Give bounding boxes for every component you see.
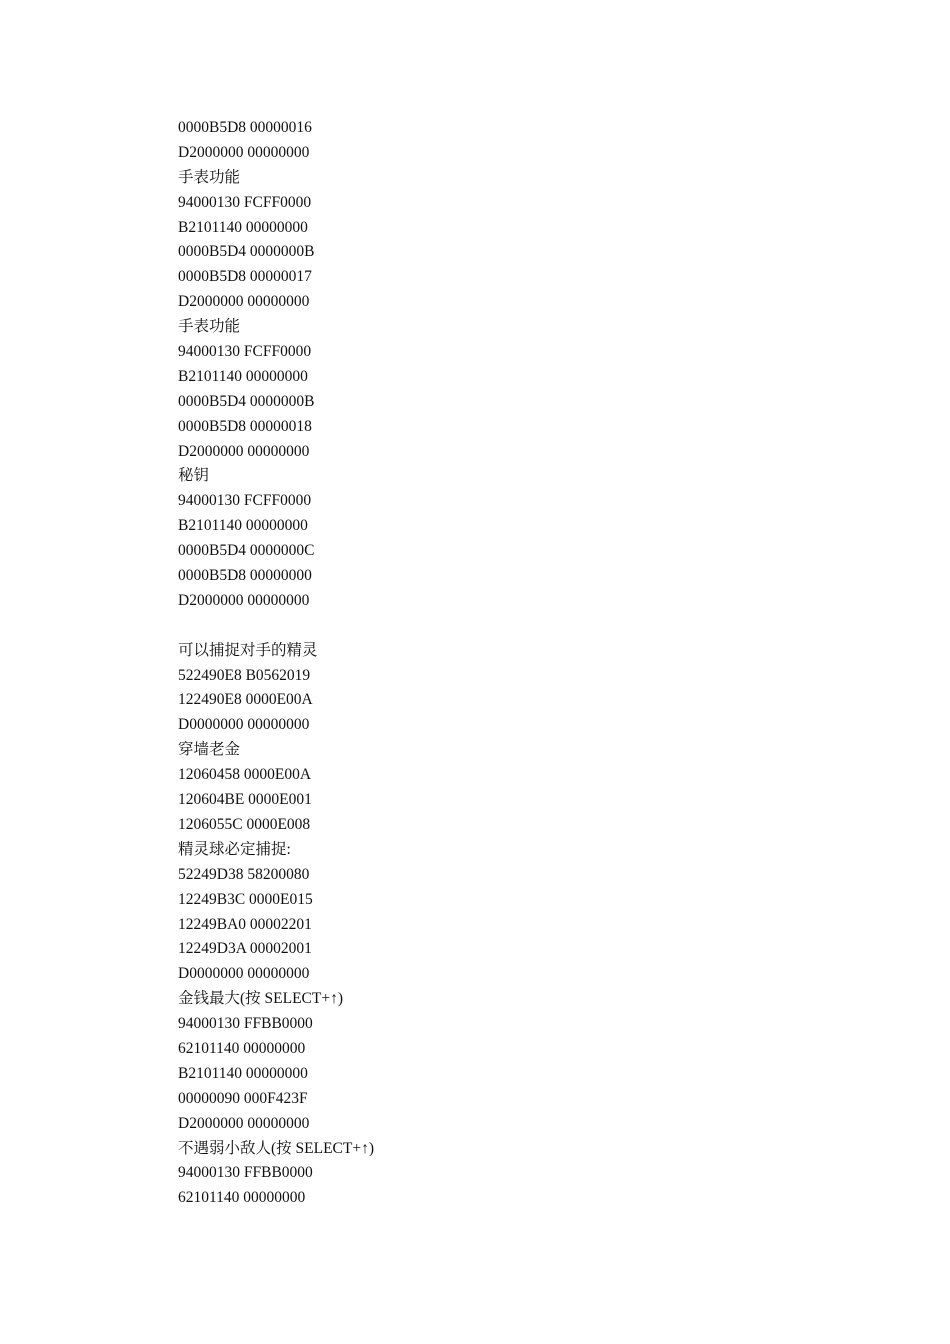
text-line: B2101140 00000000 bbox=[178, 218, 308, 236]
text-line: D2000000 00000000 bbox=[178, 1114, 310, 1132]
blank-line bbox=[178, 614, 374, 639]
text-line: 12249BA0 00002201 bbox=[178, 915, 312, 933]
text-line: 可以捕捉对手的精灵 bbox=[178, 641, 318, 659]
text-line: 秘钥 bbox=[178, 467, 210, 485]
text-line: 94000130 FCFF0000 bbox=[178, 343, 312, 361]
text-line: 94000130 FFBB0000 bbox=[178, 1164, 313, 1182]
text-line: 精灵球必定捕捉: bbox=[178, 840, 291, 858]
text-line: 94000130 FFBB0000 bbox=[178, 1015, 313, 1033]
text-line: 12249B3C 0000E015 bbox=[178, 890, 313, 908]
text-line: 12249D3A 00002001 bbox=[178, 940, 312, 958]
text-line: 94000130 FCFF0000 bbox=[178, 492, 312, 510]
text-line: D2000000 00000000 bbox=[178, 591, 310, 609]
text-line: 手表功能 bbox=[178, 318, 241, 336]
text-line: 62101140 00000000 bbox=[178, 1189, 306, 1207]
text-line: B2101140 00000000 bbox=[178, 1064, 308, 1082]
text-line: 不遇弱小敌人(按 SELECT+↑) bbox=[178, 1139, 375, 1157]
text-line: 手表功能 bbox=[178, 168, 241, 186]
text-line: D0000000 00000000 bbox=[178, 716, 310, 734]
text-line: 52249D38 58200080 bbox=[178, 865, 310, 883]
text-line: 0000B5D8 00000017 bbox=[178, 268, 312, 286]
text-line: 0000B5D8 00000018 bbox=[178, 417, 312, 435]
text-line: D2000000 00000000 bbox=[178, 143, 310, 161]
text-line: D2000000 00000000 bbox=[178, 293, 310, 311]
text-line: B2101140 00000000 bbox=[178, 367, 308, 385]
text-line: 穿墙老金 bbox=[178, 741, 241, 759]
text-line: 00000090 000F423F bbox=[178, 1089, 308, 1107]
text-line: 0000B5D8 00000016 bbox=[178, 119, 312, 136]
text-line: D0000000 00000000 bbox=[178, 965, 310, 983]
text-line: 120604BE 0000E001 bbox=[178, 791, 312, 809]
text-line: 0000B5D4 0000000B bbox=[178, 392, 315, 410]
text-line: 62101140 00000000 bbox=[178, 1039, 306, 1057]
text-line: 94000130 FCFF0000 bbox=[178, 193, 312, 211]
text-line: 金钱最大(按 SELECT+↑) bbox=[178, 990, 344, 1008]
text-line: 12060458 0000E00A bbox=[178, 766, 312, 784]
text-line: 522490E8 B0562019 bbox=[178, 666, 311, 684]
text-line: 0000B5D4 0000000C bbox=[178, 542, 315, 560]
text-line: B2101140 00000000 bbox=[178, 517, 308, 535]
text-line: 0000B5D8 00000000 bbox=[178, 567, 312, 585]
text-line: 1206055C 0000E008 bbox=[178, 815, 311, 833]
text-line: 0000B5D4 0000000B bbox=[178, 243, 315, 261]
text-line: 122490E8 0000E00A bbox=[178, 691, 313, 709]
code-listing bbox=[178, 116, 374, 1211]
text-line: D2000000 00000000 bbox=[178, 442, 310, 460]
